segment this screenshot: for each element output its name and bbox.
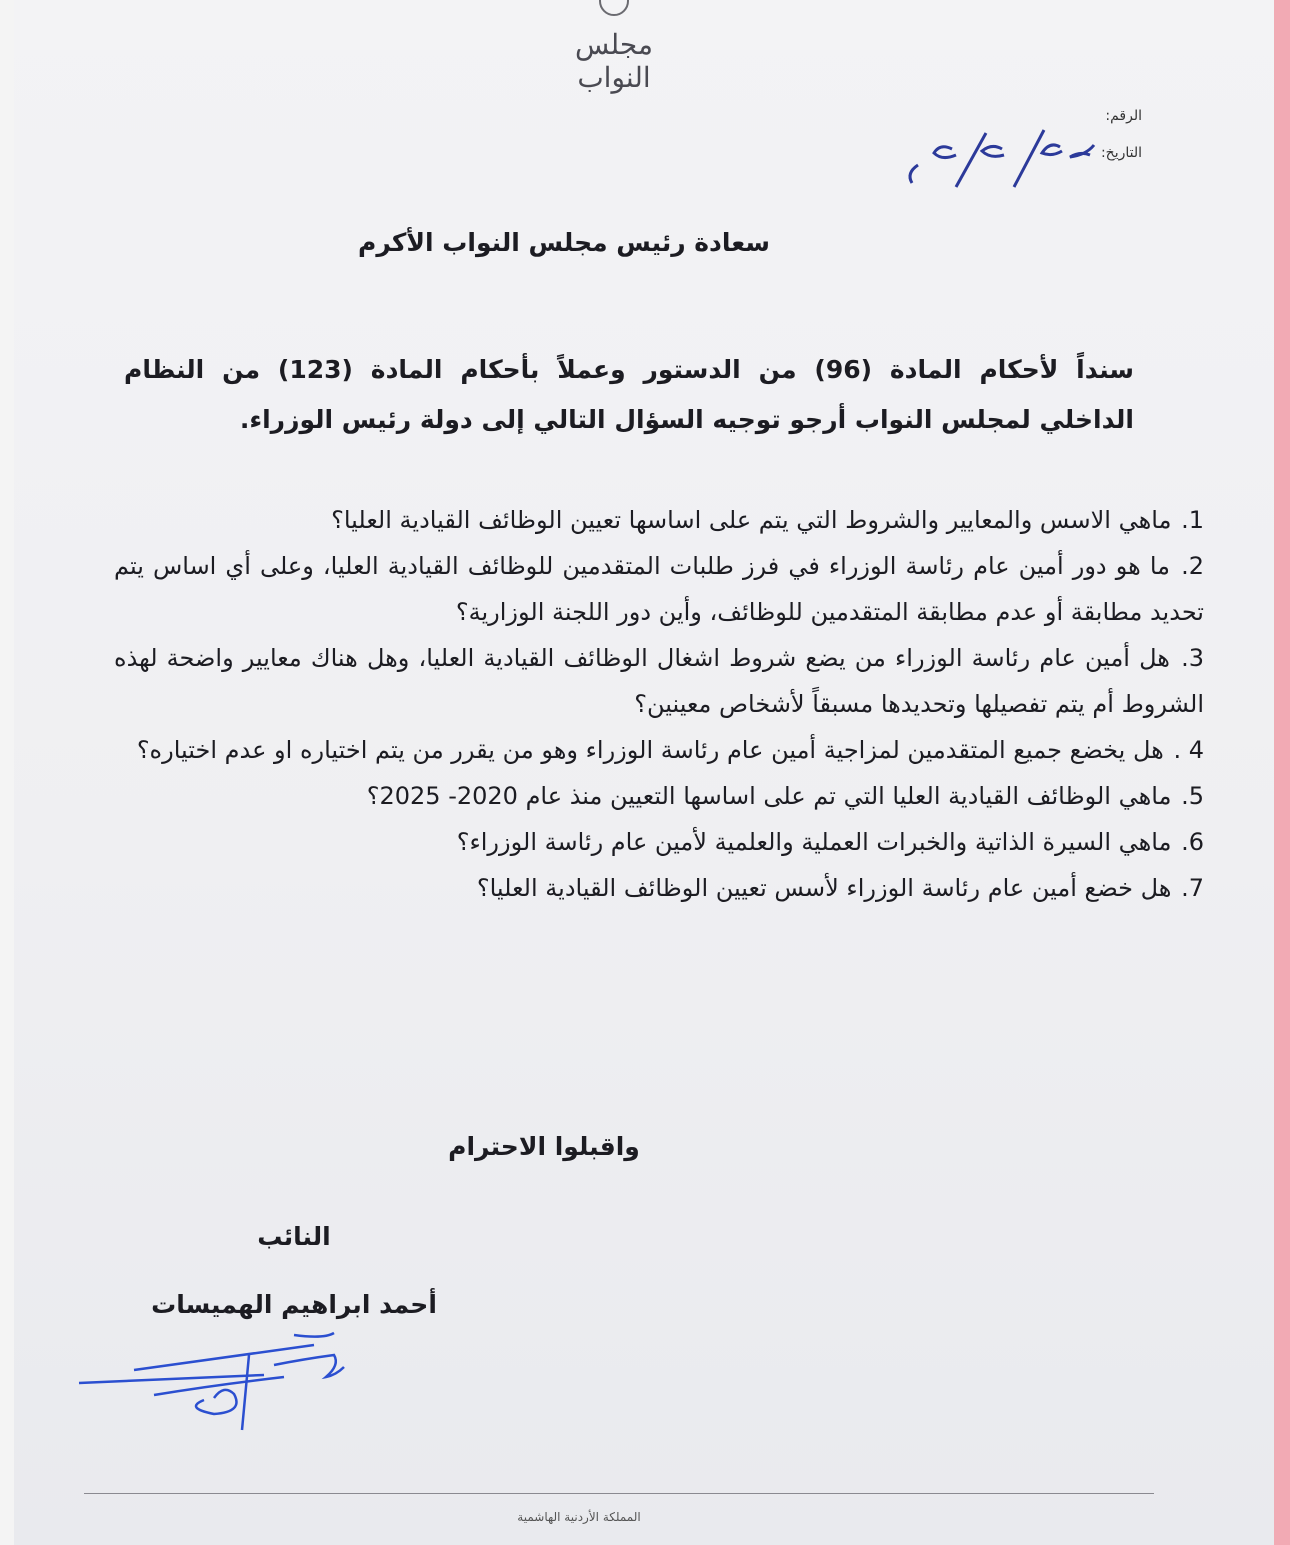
salutation: سعادة رئيس مجلس النواب الأكرم: [358, 228, 770, 257]
question-text: هل أمين عام رئاسة الوزراء من يضع شروط اشغال الوظائف القيادية العليا، وهل هناك معايير واضحة لهذه الشروط أم يتم تفصيلها وتحديدها مسبقاً لأشخاص معينين؟: [114, 644, 1204, 718]
question-number: 2.: [1181, 552, 1204, 580]
question-text: ما هو دور أمين عام رئاسة الوزراء في فرز طلبات المتقدمين للوظائف القيادية العليا، وعلى أي اساس يتم تحديد مطابقة أو عدم مطابقة المتقدمين للوظائف، وأين دور اللجنة الوزارية؟: [114, 552, 1204, 626]
question-item: [114, 773, 1204, 819]
page-right-edge: [1274, 0, 1290, 1545]
intro-paragraph: سنداً لأحكام المادة (96) من الدستور وعملاً بأحكام المادة (123) من النظام الداخلي لمجلس النواب أرجو توجيه السؤال التالي إلى دولة رئيس الوزراء.: [124, 355, 1134, 434]
question-text: هل خضع أمين عام رئاسة الوزراء لأسس تعيين الوظائف القيادية العليا؟: [476, 874, 1172, 902]
question-item: [114, 819, 1204, 865]
questions-list: [114, 497, 1204, 911]
question-number: 3.: [1181, 644, 1204, 672]
letter-page: [14, 0, 1274, 1545]
reference-label: الرقم:: [1105, 108, 1142, 124]
signer-role: النائب: [257, 1222, 331, 1251]
handwritten-date: [894, 125, 1124, 195]
page-left-edge: [0, 0, 14, 1545]
question-item: [114, 497, 1204, 543]
question-text: ماهي الوظائف القيادية العليا التي تم على اساسها التعيين منذ عام 2020- 2025؟: [366, 782, 1172, 810]
date-label: التاريخ:: [1100, 145, 1142, 161]
letterhead-logo: مجلس النواب: [574, 28, 654, 94]
emblem-icon: [599, 0, 629, 16]
question-item: [114, 865, 1204, 911]
question-item: [114, 727, 1204, 773]
footer-divider: [84, 1493, 1154, 1494]
question-text: هل يخضع جميع المتقدمين لمزاجية أمين عام رئاسة الوزراء وهو من يقرر من يتم اختياره او عدم اختياره؟: [136, 736, 1164, 764]
question-number: 6.: [1181, 828, 1204, 856]
signer-name: أحمد ابراهيم الهميسات: [151, 1290, 437, 1319]
closing-line: واقبلوا الاحترام: [448, 1132, 640, 1161]
question-number: 1.: [1181, 506, 1204, 534]
question-text: ماهي الاسس والمعايير والشروط التي يتم على اساسها تعيين الوظائف القيادية العليا؟: [331, 506, 1172, 534]
question-item: [114, 543, 1204, 635]
question-number: 4 .: [1173, 736, 1204, 764]
handwritten-signature: [74, 1325, 374, 1435]
question-number: 5.: [1181, 782, 1204, 810]
question-number: 7.: [1181, 874, 1204, 902]
question-text: ماهي السيرة الذاتية والخبرات العملية والعلمية لأمين عام رئاسة الوزراء؟: [456, 828, 1172, 856]
footer-text: المملكة الأردنية الهاشمية: [517, 1510, 641, 1524]
question-item: [114, 635, 1204, 727]
